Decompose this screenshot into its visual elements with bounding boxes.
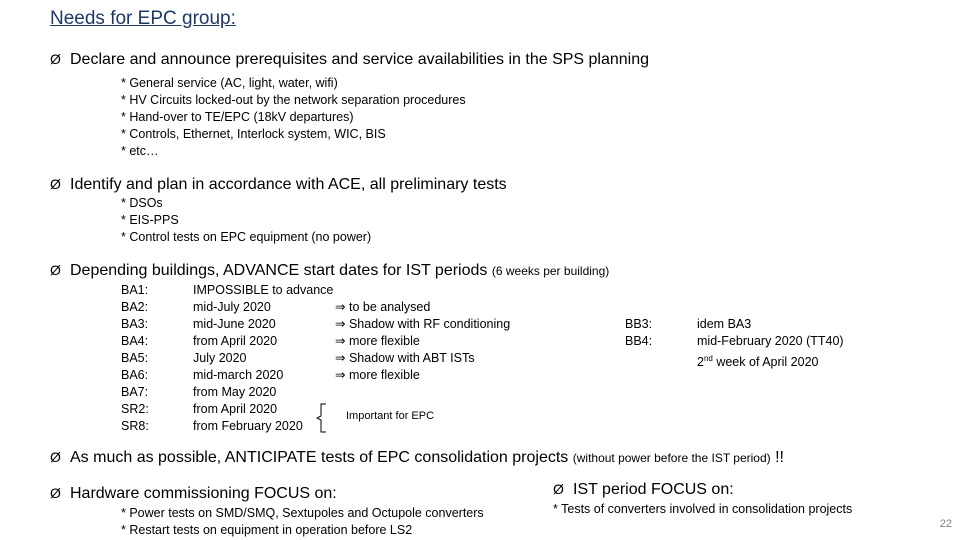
building-label: BA7: bbox=[121, 385, 149, 399]
building-date: from February 2020 bbox=[193, 419, 303, 433]
building-date: from April 2020 bbox=[193, 334, 278, 348]
implies-arrow-icon: ⇒ bbox=[335, 351, 346, 365]
building-date: mid-July 2020 bbox=[193, 300, 271, 314]
building-column bbox=[121, 282, 149, 435]
hardware-list bbox=[121, 505, 484, 539]
building-label: BA1: bbox=[121, 283, 149, 297]
bullet-declare-text: Declare and announce prerequisites and service availabilities in the SPS planning bbox=[70, 51, 650, 68]
bullet-depending-text: Depending buildings, ADVANCE start dates for IST periods bbox=[70, 262, 488, 279]
bullet-ist-text: IST period FOCUS on: bbox=[573, 481, 734, 498]
bullet-ist bbox=[553, 481, 734, 499]
building-label: BB3: bbox=[625, 317, 653, 331]
anticipate-note: (without power before the IST period) bbox=[572, 451, 771, 465]
building-label: BA3: bbox=[121, 317, 149, 331]
date-column bbox=[193, 282, 333, 435]
comment-row bbox=[335, 333, 510, 350]
comment-row bbox=[335, 350, 510, 367]
list-item: * General service (AC, light, water, wifi) bbox=[121, 76, 338, 90]
bullet-hardware bbox=[50, 485, 337, 503]
emphasis-suffix: !! bbox=[775, 449, 784, 466]
building-date: July 2020 bbox=[193, 351, 247, 365]
bullet-arrow-icon: Ø bbox=[553, 481, 564, 497]
building-label: SR8: bbox=[121, 419, 149, 433]
extra-building-column bbox=[625, 316, 652, 350]
building-date: idem BA3 bbox=[697, 317, 752, 331]
bullet-hardware-text: Hardware commissioning FOCUS on: bbox=[70, 485, 337, 502]
comment-text: Shadow with ABT ISTs bbox=[348, 351, 475, 365]
building-date: from May 2020 bbox=[193, 385, 277, 399]
building-label: BB4: bbox=[625, 334, 653, 348]
brace-note: Important for EPC bbox=[346, 410, 435, 422]
comment-text: more flexible bbox=[348, 334, 420, 348]
implies-arrow-icon: ⇒ bbox=[335, 334, 346, 348]
date-part: 2 bbox=[697, 355, 704, 370]
bullet-depending bbox=[50, 262, 609, 280]
comment-text: to be analysed bbox=[348, 300, 431, 314]
building-label: BA4: bbox=[121, 334, 149, 348]
list-item: * EIS-PPS bbox=[121, 213, 179, 227]
building-date: IMPOSSIBLE to advance bbox=[193, 283, 334, 297]
brace-icon bbox=[316, 403, 328, 433]
weeks-note: (6 weeks per building) bbox=[491, 264, 610, 278]
bullet-identify-text: Identify and plan in accordance with ACE, all preliminary tests bbox=[70, 176, 507, 193]
implies-arrow-icon: ⇒ bbox=[335, 317, 346, 331]
list-item: * Controls, Ethernet, Interlock system, WIC, BIS bbox=[121, 127, 386, 141]
bullet-arrow-icon: Ø bbox=[50, 485, 61, 501]
building-label: SR2: bbox=[121, 402, 149, 416]
comment-row bbox=[335, 316, 510, 333]
list-item: * Power tests on SMD/SMQ, Sextupoles and Octupole converters bbox=[121, 506, 484, 520]
slide-title: Needs for EPC group: bbox=[50, 8, 236, 29]
bullet-identify bbox=[50, 176, 507, 194]
comment-text: more flexible bbox=[348, 368, 420, 382]
list-item: * Hand-over to TE/EPC (18kV departures) bbox=[121, 110, 354, 124]
list-item: * DSOs bbox=[121, 196, 163, 210]
building-date: from April 2020 bbox=[193, 402, 278, 416]
bullet-arrow-icon: Ø bbox=[50, 449, 61, 465]
date-part: week of April 2020 bbox=[712, 355, 819, 370]
date-ordinal: nd bbox=[703, 354, 713, 363]
implies-arrow-icon: ⇒ bbox=[335, 368, 346, 382]
bullet-arrow-icon: Ø bbox=[50, 176, 61, 192]
building-date: mid-February 2020 (TT40) bbox=[697, 334, 844, 348]
comment-row bbox=[335, 367, 510, 384]
comment-column bbox=[335, 299, 510, 384]
list-item: * HV Circuits locked-out by the network separation procedures bbox=[121, 93, 466, 107]
building-label: BA6: bbox=[121, 368, 149, 382]
list-item: * etc… bbox=[121, 144, 159, 158]
building-date: mid-June 2020 bbox=[193, 317, 276, 331]
building-label: BA2: bbox=[121, 300, 149, 314]
building-label: BA5: bbox=[121, 351, 149, 365]
page-number: 22 bbox=[939, 518, 952, 530]
building-date: mid-march 2020 bbox=[193, 368, 284, 382]
bullet-arrow-icon: Ø bbox=[50, 51, 61, 67]
extra-date-column bbox=[697, 316, 844, 371]
list-item: * Restart tests on equipment in operation before LS2 bbox=[121, 523, 413, 537]
service-list bbox=[121, 75, 466, 160]
bullet-anticipate bbox=[50, 449, 784, 467]
bullet-arrow-icon: Ø bbox=[50, 262, 61, 278]
ist-list bbox=[553, 501, 852, 518]
list-item: * Tests of converters involved in consolidation projects bbox=[553, 502, 853, 516]
implies-arrow-icon: ⇒ bbox=[335, 300, 346, 314]
building-date bbox=[697, 350, 844, 371]
bullet-declare bbox=[50, 51, 649, 69]
list-item: * Control tests on EPC equipment (no power) bbox=[121, 230, 372, 244]
bullet-anticipate-text: As much as possible, ANTICIPATE tests of EPC consolidation projects bbox=[70, 449, 569, 466]
comment-row bbox=[335, 299, 510, 316]
comment-text: Shadow with RF conditioning bbox=[348, 317, 511, 331]
tests-list bbox=[121, 195, 371, 246]
